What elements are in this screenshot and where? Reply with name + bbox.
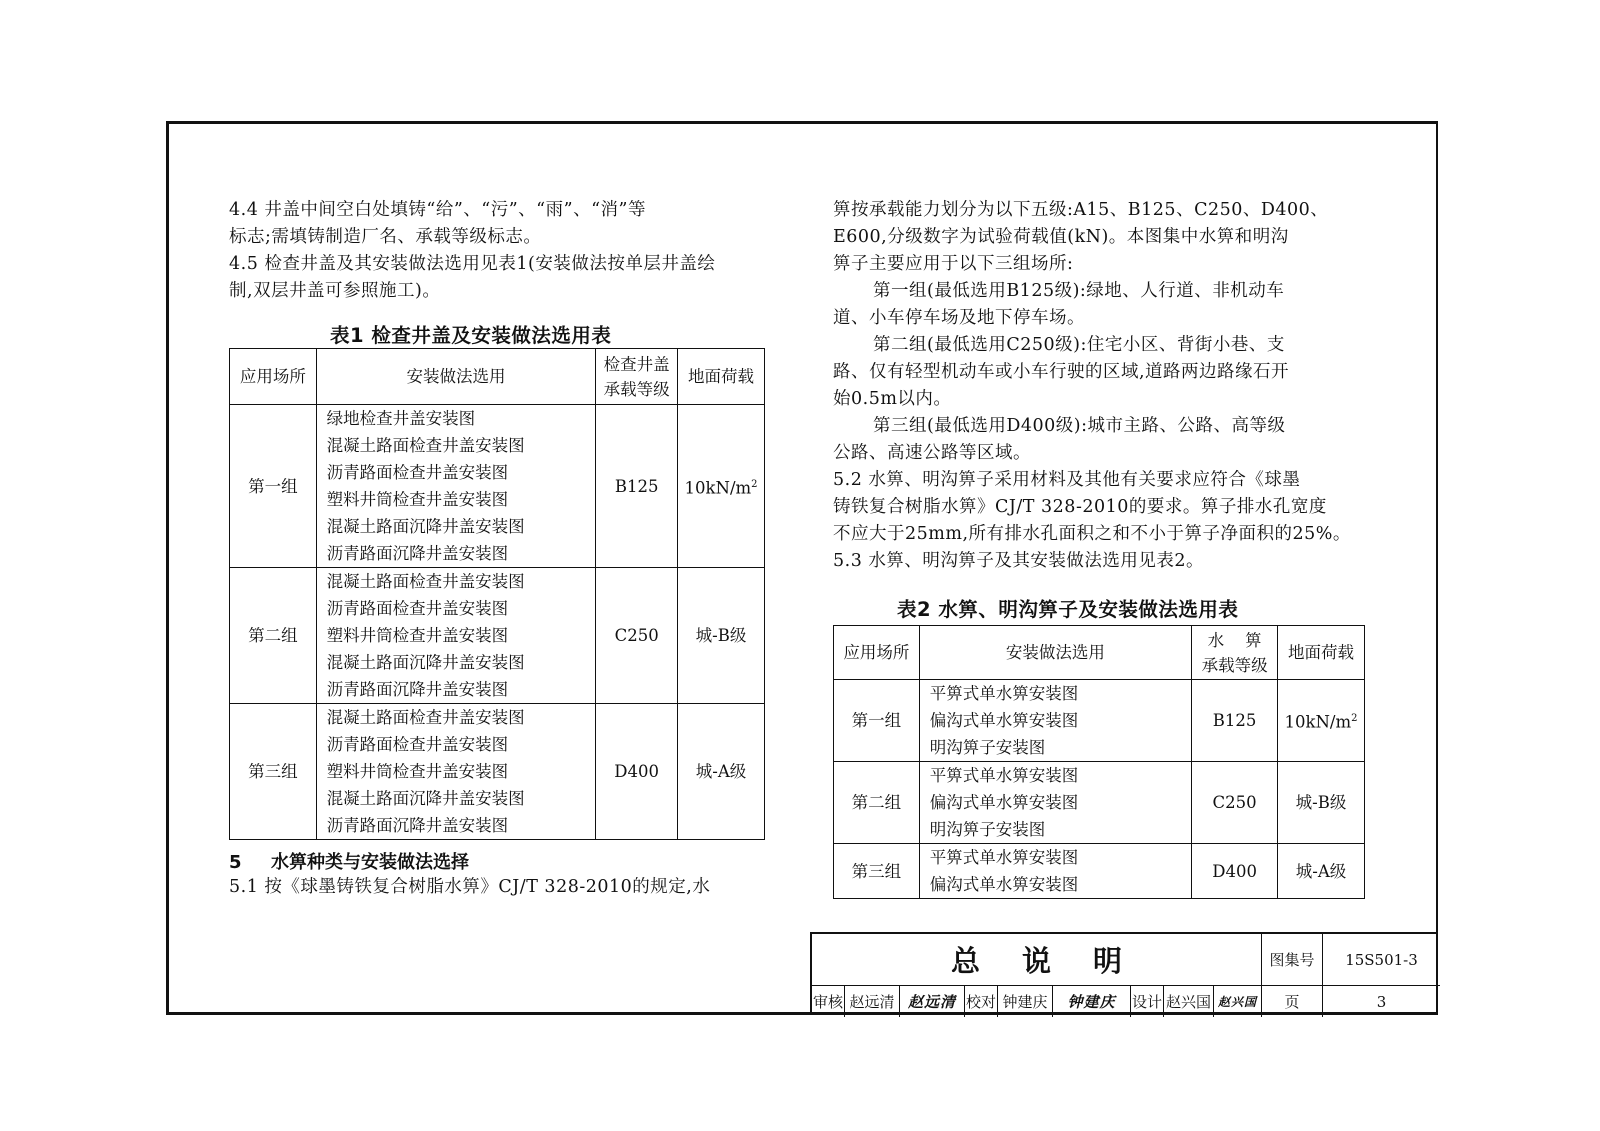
table1-header-load: 地面荷载 [678,349,765,405]
reviewer-signature: 赵远清 [900,986,965,1017]
table2-row2-methods: 平箅式单水箅安装图 偏沟式单水箅安装图 明沟箅子安装图 [919,762,1191,844]
review-label: 审核 [812,986,845,1017]
checker-signature: 钟建庆 [1053,986,1131,1017]
table1-row2-load: 城-B级 [678,568,765,704]
para-5-1 [229,874,710,901]
right-line2: E600,分级数字为试验荷载值(kN)。本图集中水箅和明沟 [833,227,1289,247]
table2-header-place: 应用场所 [834,626,920,680]
table2-header-load: 地面荷载 [1278,626,1365,680]
table1-row1-place: 第一组 [230,405,317,568]
table1-row3-methods: 混凝土路面检查井盖安装图 沥青路面检查井盖安装图 塑料井筒检查井盖安装图 混凝土路面沉降井盖安装图 沥青路面沉降井盖安装图 [316,704,596,840]
table2 [833,625,1365,899]
para-4-5-line2: 制,双层井盖可参照施工)。 [229,281,441,301]
table1-row3-place: 第三组 [230,704,317,840]
group2-line3: 始0.5m以内。 [833,389,952,409]
table2-row3-methods: 平箅式单水箅安装图 偏沟式单水箅安装图 [919,844,1191,899]
table1-row2-methods: 混凝土路面检查井盖安装图 沥青路面检查井盖安装图 塑料井筒检查井盖安装图 混凝土路面沉降井盖安装图 沥青路面沉降井盖安装图 [316,568,596,704]
right-line3: 箅子主要应用于以下三组场所: [833,254,1074,274]
table2-row3-grade: D400 [1192,844,1278,899]
check-label: 校对 [965,986,998,1017]
table1 [229,348,765,840]
section5-number: 5 [229,852,242,873]
table1-row3-load: 城-A级 [678,704,765,840]
table1-header-place: 应用场所 [230,349,317,405]
para-5-2-line3: 不应大于25mm,所有排水孔面积之和不小于箅子净面积的25%。 [833,524,1351,544]
right-line1: 箅按承载能力划分为以下五级:A15、B125、C250、D400、 [833,200,1329,220]
table-row [230,405,765,568]
para-4-4-line1: 4.4 井盖中间空白处填铸“给”、“污”、“雨”、“消”等 [229,200,646,220]
table1-row2-grade: C250 [596,568,678,704]
design-label: 设计 [1131,986,1164,1017]
designer-signature: 赵兴国 [1214,986,1262,1017]
table-row [834,680,1365,762]
group3-line2: 公路、高速公路等区域。 [833,443,1031,463]
table-row [834,844,1365,899]
table1-row2-place: 第二组 [230,568,317,704]
para-5-3-line1: 5.3 水箅、明沟箅子及其安装做法选用见表2。 [833,551,1205,571]
para-5-1-line1: 5.1 按《球墨铸铁复合树脂水箅》CJ/T 328-2010的规定,水 [229,877,711,897]
table2-row3-place: 第三组 [834,844,920,899]
table1-row1-load: $10kN/m^2$ [678,405,765,568]
table1-header-row [230,349,765,405]
table2-row1-load: $10kN/m^2$ [1278,680,1365,762]
group1-line2: 道、小车停车场及地下停车场。 [833,308,1085,328]
drawing-title: 总说明 [812,934,1262,986]
designer-name: 赵兴国 [1164,986,1214,1017]
para-5-2-line1: 5.2 水箅、明沟箅子采用材料及其他有关要求应符合《球墨 [833,470,1301,490]
table-row [834,762,1365,844]
section5-title: 水箅种类与安装做法选择 [271,852,469,873]
table2-row3-load: 城-A级 [1278,844,1365,899]
checker-name: 钟建庆 [998,986,1053,1017]
table1-row3-grade: D400 [596,704,678,840]
reviewer-name: 赵远清 [845,986,900,1017]
page-number: 3 [1376,992,1387,1011]
table-row [230,568,765,704]
para-5-2-line2: 铸铁复合树脂水箅》CJ/T 328-2010的要求。箅子排水孔宽度 [833,497,1327,517]
table2-row2-load: 城-B级 [1278,762,1365,844]
group2-line1: 第二组(最低选用C250级):住宅小区、背街小巷、支 [873,335,1285,355]
atlas-number-label: 图集号 [1262,934,1323,986]
left-column [229,197,715,305]
table2-row1-place: 第一组 [834,680,920,762]
table2-row2-grade: C250 [1192,762,1278,844]
table1-row1-methods: 绿地检查井盖安装图 混凝土路面检查井盖安装图 沥青路面检查井盖安装图 塑料井筒检查井盖安装图 混凝土路面沉降井盖安装图 沥青路面沉降井盖安装图 [316,405,596,568]
table2-row1-methods: 平箅式单水箅安装图 偏沟式单水箅安装图 明沟箅子安装图 [919,680,1191,762]
table-row [230,704,765,840]
table1-header-method: 安装做法选用 [316,349,596,405]
table2-header-grade: 水 箅 承载等级 [1192,626,1278,680]
table2-caption: 表2 水箅、明沟箅子及安装做法选用表 [897,598,1239,621]
table1-header-grade: 检查井盖 承载等级 [596,349,678,405]
table2-header-row [834,626,1365,680]
table2-row1-grade: B125 [1192,680,1278,762]
table1-caption: 表1 检查井盖及安装做法选用表 [330,324,612,347]
group1-line1: 第一组(最低选用B125级):绿地、人行道、非机动车 [873,281,1285,301]
title-block [810,932,1438,1015]
group2-line2: 路、仅有轻型机动车或小车行驶的区域,道路两边路缘石开 [833,362,1290,382]
atlas-number: 15S501-3 [1323,934,1440,986]
table2-row2-place: 第二组 [834,762,920,844]
section5-heading [229,848,469,874]
right-column [833,197,1351,575]
para-4-5-line1: 4.5 检查井盖及其安装做法选用见表1(安装做法按单层井盖绘 [229,254,716,274]
table2-header-method: 安装做法选用 [919,626,1191,680]
table1-row1-grade: B125 [596,405,678,568]
para-4-4-line2: 标志;需填铸制造厂名、承载等级标志。 [229,227,542,247]
page-label: 页 [1262,986,1323,1017]
group3-line1: 第三组(最低选用D400级):城市主路、公路、高等级 [873,416,1286,436]
